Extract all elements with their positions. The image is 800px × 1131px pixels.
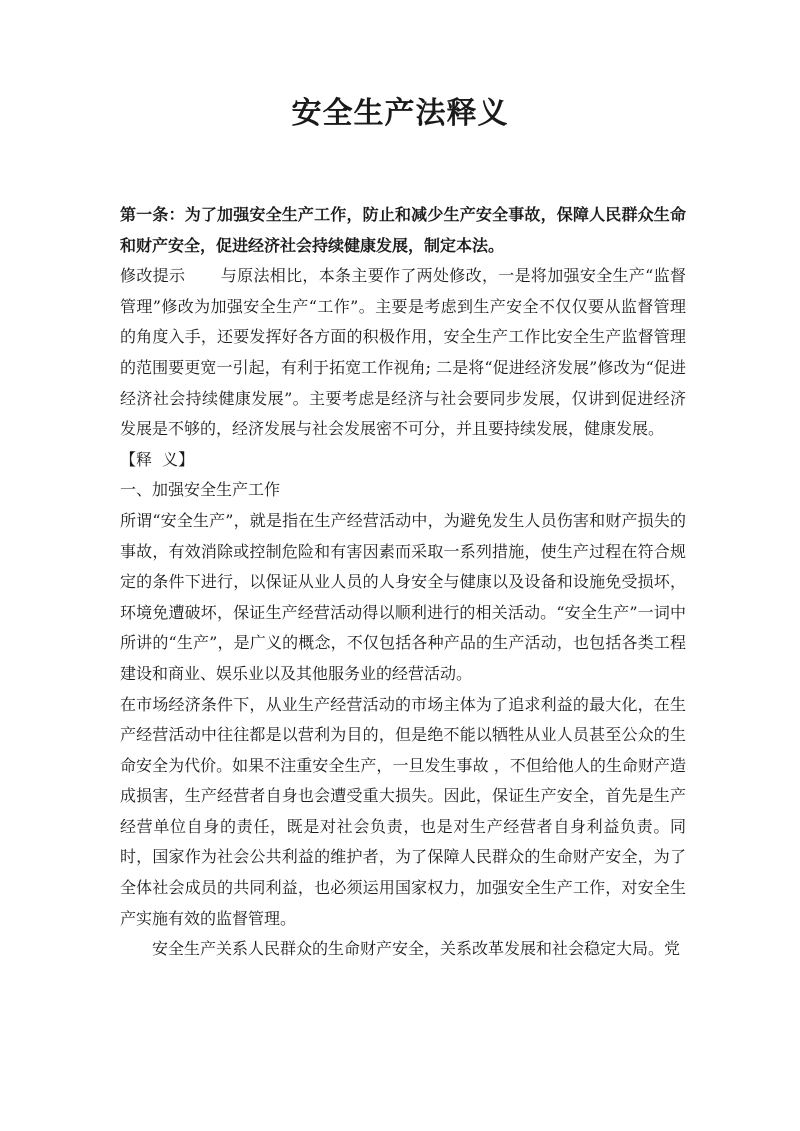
revision-note — [120, 261, 686, 445]
document-title: 安全生产法释义 — [291, 96, 509, 131]
article-heading: 第一条：为了加强安全生产工作，防止和减少生产安全事故，保障人民群众生命和财产安全，促进经济社会持续健康发展，制定本法。 — [120, 205, 686, 255]
document-body — [120, 200, 686, 965]
revision-text: 与原法相比，本条主要作了两处修改，一是将加强安全生产“监督管理”修改为加强安全生产“工作”。主要是考虑到生产安全不仅仅要从监督管理的角度入手，还要发挥好各方面的积极作用，安全生产工作比安全生产监督管理的范围要更宽一引起，有利于拓宽工作视角; 二是将“促进经济发展”修改为“促进经济社会持续健康发展”。主要考虑是经济与社会要同步发展，仅讲到促进经济发展是不够的，经济发展与社会发展密不可分，并且要持续发展，健康发展。 — [120, 266, 686, 439]
paragraph-1: 所谓“安全生产”，就是指在生产经营活动中，为避免发生人员伤害和财产损失的事故，有效消除或控制危险和有害因素而采取一系列措施，使生产过程在符合规定的条件下进行，以保证从业人员的人身安全与健康以及设备和设施免受损坏，环境免遭破坏，保证生产经营活动得以顺利进行的相关活动。“安全生产”一词中所讲的“生产”，是广义的概念，不仅包括各种产品的生产活动，也包括各类工程建设和商业、娱乐业以及其他服务业的经营活动。 — [120, 510, 686, 683]
interpretation-label: 【释 义】 — [120, 449, 195, 469]
revision-label: 修改提示 — [120, 266, 186, 286]
paragraph-2: 在市场经济条件下，从业生产经营活动的市场主体为了追求利益的最大化，在生产经营活动中往往都是以营利为目的，但是绝不能以牺牲从业人员甚至公众的生命安全为代价。如果不注重安全生产，一旦发生事故 ，不但给他人的生命财产造成损害，生产经营者自身也会遭受重大损失。因此，保证生产安全，首先是生产经营单位自身的责任，既是对社会负责，也是对生产经营者自身利益负责。同时，国家作为社会公共利益的维护者，为了保障人民群众的生命财产安全，为了全体社会成员的共同利益，也必须运用国家权力，加强安全生产工作，对安全生产实施有效的监督管理。 — [120, 694, 686, 928]
paragraph-3: 安全生产关系人民群众的生命财产安全，关系改革发展和社会稳定大局。党 — [152, 939, 681, 959]
section-one-heading: 一、加强安全生产工作 — [120, 480, 281, 500]
